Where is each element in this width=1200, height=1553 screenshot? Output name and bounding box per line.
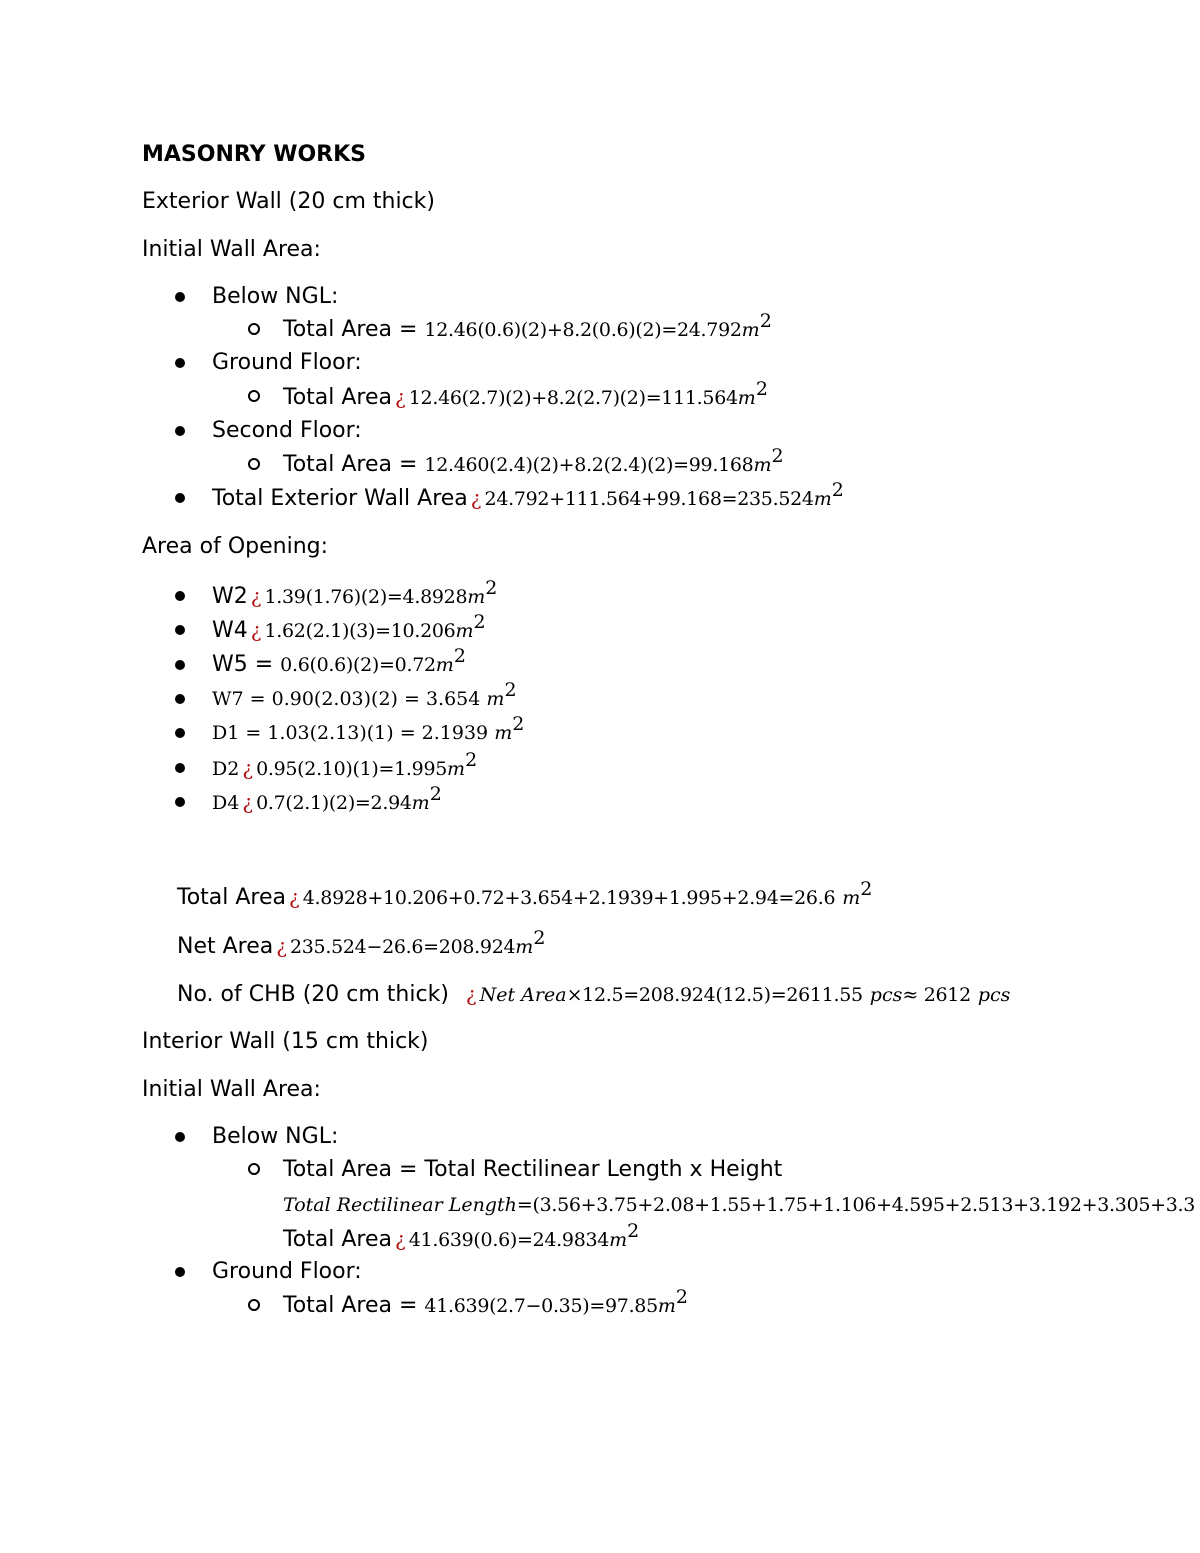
opening-total-area: Total Area ¿ 4.8928+10.206+0.72+3.654+2.1939+1.995+2.94=26.6 $m^2$ — [177, 878, 873, 910]
sub-bullet — [248, 390, 260, 402]
opening-w5: $W5 = 0.6(0.6)(2)=0.72m^2$ — [212, 645, 466, 677]
bullet — [175, 625, 185, 635]
exterior-initial-wall-area-label: Initial Wall Area: — [142, 237, 321, 262]
area-of-opening-heading: Area of Opening: — [142, 534, 329, 559]
bullet — [175, 694, 185, 704]
exterior-below-ngl-label: Below NGL: — [212, 284, 339, 309]
sub-bullet — [248, 1163, 260, 1175]
exterior-second-floor-label: Second Floor: — [212, 418, 362, 443]
interior-below-ngl-sublabel: Total Area = Total Rectilinear Length x Height — [283, 1157, 783, 1182]
bullet — [175, 426, 185, 436]
exterior-ground-floor-label: Ground Floor: — [212, 350, 362, 375]
document-title: MASONRY WORKS — [142, 142, 367, 167]
opening-w7: W7 = 0.90(2.03)(2) = 3.654 $m^2$ — [212, 679, 517, 710]
interior-initial-wall-area-label: Initial Wall Area: — [142, 1077, 321, 1102]
sub-bullet — [248, 323, 260, 335]
interior-below-ngl-area: Total Area ¿ $41.639(0.6)=24.9834m^2$ — [283, 1220, 640, 1252]
interior-ground-floor-label: Ground Floor: — [212, 1259, 362, 1284]
sub-bullet — [248, 458, 260, 470]
bullet — [175, 1267, 185, 1277]
net-area: Net Area ¿ $235.524-26.6=208.924m^2$ — [177, 927, 546, 959]
chb-count: No. of CHB (20 cm thick) ¿ Net Area×12.5=208.924(12.5)=2611.55 pcs≈ 2612 pcs — [177, 982, 1011, 1007]
exterior-below-ngl-area: Total Area = $12.46(0.6)(2)+8.2(0.6)(2)=24.792m^2$ — [283, 310, 772, 342]
bullet — [175, 728, 185, 738]
opening-d2: D2 ¿ $0.95(2.10)(1)=1.995m^2$ — [212, 749, 478, 780]
bullet — [175, 660, 185, 670]
bullet — [175, 358, 185, 368]
interior-wall-heading: Interior Wall (15 cm thick) — [142, 1029, 429, 1054]
exterior-second-floor-area: Total Area = $12.460(2.4)(2)+8.2(2.4)(2)=99.168m^2$ — [283, 445, 784, 477]
bullet — [175, 797, 185, 807]
sub-bullet — [248, 1299, 260, 1311]
opening-d4: D4 ¿ $0.7(2.1)(2)=2.94m^2$ — [212, 783, 442, 814]
bullet — [175, 292, 185, 302]
total-rectilinear-length: Total Rectilinear Length=(3.56+3.75+2.08+1.55+1.75+1.106+4.595+2.513+3.192+3.305+3.3 — [283, 1194, 1196, 1216]
opening-d1: D1 = 1.03(2.13)(1) = 2.1939 $m^2$ — [212, 713, 525, 744]
bullet — [175, 1132, 185, 1142]
opening-w4: W4 ¿ $1.62(2.1)(3)=10.206m^2$ — [212, 611, 486, 643]
exterior-ground-floor-area: Total Area ¿ $12.46(2.7)(2)+8.2(2.7)(2)=111.564m^2$ — [283, 378, 768, 410]
bullet — [175, 763, 185, 773]
bullet — [175, 591, 185, 601]
opening-w2: W2 ¿ $1.39(1.76)(2)=4.8928m^2$ — [212, 577, 498, 609]
total-exterior-wall-area: Total Exterior Wall Area ¿ $24.792+111.564+99.168=235.524m^2$ — [212, 479, 844, 511]
interior-ground-floor-area: Total Area = $41.639(2.7-0.35)=97.85m^2$ — [283, 1286, 689, 1318]
bullet — [175, 493, 185, 503]
exterior-wall-heading: Exterior Wall (20 cm thick) — [142, 189, 435, 214]
interior-below-ngl-label: Below NGL: — [212, 1124, 339, 1149]
